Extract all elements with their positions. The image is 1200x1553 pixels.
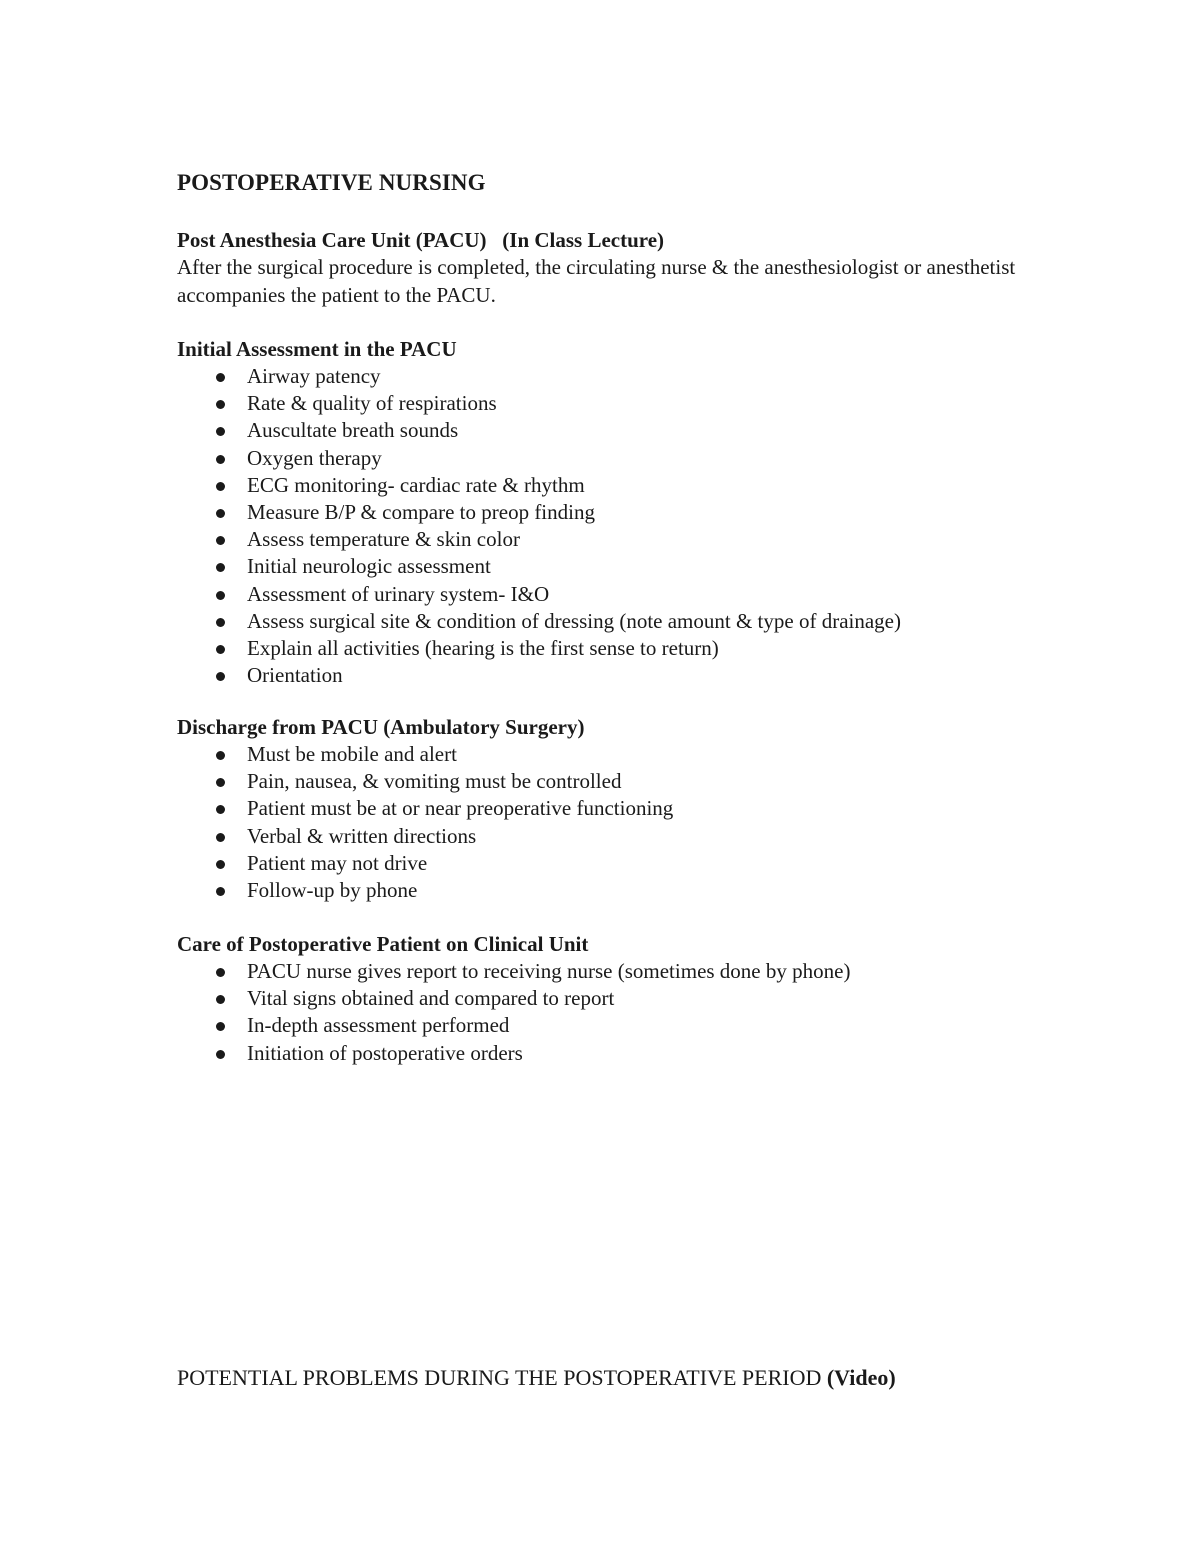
bullet-icon bbox=[216, 995, 225, 1004]
potential-problems-heading-main: POTENTIAL PROBLEMS DURING THE POSTOPERATIVE PERIOD bbox=[177, 1365, 822, 1390]
bullet-icon bbox=[216, 887, 225, 896]
list-item bbox=[177, 363, 1077, 390]
list-item-text: In-depth assessment performed bbox=[247, 1013, 510, 1038]
bullet-icon bbox=[216, 778, 225, 787]
list-item bbox=[177, 877, 1077, 904]
potential-problems-heading-suffix: (Video) bbox=[826, 1365, 896, 1390]
list-item bbox=[177, 823, 1077, 850]
bullet-icon bbox=[216, 455, 225, 464]
list-item-text: Airway patency bbox=[247, 364, 381, 388]
bullet-icon bbox=[216, 563, 225, 572]
bullet-icon bbox=[216, 618, 225, 627]
list-item-text: Rate & quality of respirations bbox=[247, 391, 497, 416]
bullet-icon bbox=[216, 536, 225, 545]
list-item-text: Initiation of postoperative orders bbox=[247, 1040, 523, 1065]
bullet-icon bbox=[216, 1050, 225, 1059]
list-item-text: Patient must be at or near preoperative functioning bbox=[247, 796, 674, 821]
bullet-icon bbox=[216, 805, 225, 814]
pacu-heading: Post Anesthesia Care Unit (PACU) (In Class Lecture) bbox=[177, 228, 665, 252]
list-item bbox=[177, 635, 1077, 662]
list-item-text: Measure B/P & compare to preop finding bbox=[247, 499, 595, 524]
list-item bbox=[177, 445, 1077, 472]
bullet-icon bbox=[216, 968, 225, 977]
bullet-icon bbox=[216, 833, 225, 842]
list-item bbox=[177, 1012, 1077, 1039]
list-item-text: Orientation bbox=[247, 663, 343, 688]
list-item-text: Patient may not drive bbox=[247, 850, 428, 875]
clinical-unit-section bbox=[177, 931, 1077, 1067]
list-item bbox=[177, 553, 1077, 580]
bullet-icon bbox=[216, 751, 225, 760]
list-item bbox=[177, 499, 1077, 526]
list-item-text: Assess surgical site & condition of dressing (note amount & type of drainage) bbox=[247, 608, 901, 633]
list-item-text: Assessment of urinary system- I&O bbox=[247, 581, 550, 606]
list-item bbox=[177, 662, 1077, 689]
initial-assessment-heading: Initial Assessment in the PACU bbox=[177, 337, 457, 361]
list-item bbox=[177, 1040, 1077, 1067]
initial-assessment-section bbox=[177, 336, 1077, 689]
list-item bbox=[177, 958, 1077, 985]
list-item-text: Oxygen therapy bbox=[247, 445, 382, 470]
initial-assessment-list bbox=[177, 363, 1077, 689]
bullet-icon bbox=[216, 427, 225, 436]
list-item bbox=[177, 581, 1077, 608]
list-item-text: Initial neurologic assessment bbox=[247, 554, 491, 579]
list-item bbox=[177, 768, 1077, 795]
document-title: POSTOPERATIVE NURSING bbox=[177, 170, 486, 195]
list-item-text: Assess temperature & skin color bbox=[247, 527, 520, 552]
list-item-text: Must be mobile and alert bbox=[247, 742, 457, 766]
list-item-text: Follow-up by phone bbox=[247, 877, 418, 902]
bullet-icon bbox=[216, 672, 225, 681]
list-item-text: Verbal & written directions bbox=[247, 823, 477, 848]
list-item bbox=[177, 795, 1077, 822]
pacu-paragraph: After the surgical procedure is completed, the circulating nurse & the anesthesiologist or anesthetist accompanies the patient to the PACU. bbox=[177, 255, 1016, 307]
bullet-icon bbox=[216, 400, 225, 409]
discharge-section bbox=[177, 714, 1077, 904]
bullet-icon bbox=[216, 1022, 225, 1031]
list-item bbox=[177, 417, 1077, 444]
list-item bbox=[177, 472, 1077, 499]
bullet-icon bbox=[216, 860, 225, 869]
clinical-unit-list bbox=[177, 958, 1077, 1067]
list-item-text: ECG monitoring- cardiac rate & rhythm bbox=[247, 472, 585, 497]
list-item-text: Pain, nausea, & vomiting must be controlled bbox=[247, 769, 622, 794]
list-item bbox=[177, 608, 1077, 635]
list-item-text: PACU nurse gives report to receiving nurse (sometimes done by phone) bbox=[247, 959, 851, 983]
potential-problems-heading bbox=[177, 1364, 896, 1392]
list-item bbox=[177, 390, 1077, 417]
list-item-text: Vital signs obtained and compared to report bbox=[247, 986, 615, 1011]
list-item bbox=[177, 526, 1077, 553]
bullet-icon bbox=[216, 645, 225, 654]
bullet-icon bbox=[216, 591, 225, 600]
list-item-text: Auscultate breath sounds bbox=[247, 418, 459, 443]
clinical-unit-heading: Care of Postoperative Patient on Clinical Unit bbox=[177, 932, 589, 956]
list-item-text: Explain all activities (hearing is the first sense to return) bbox=[247, 635, 719, 660]
list-item bbox=[177, 985, 1077, 1012]
bullet-icon bbox=[216, 509, 225, 518]
bullet-icon bbox=[216, 373, 225, 382]
pacu-section bbox=[177, 227, 1077, 309]
bullet-icon bbox=[216, 482, 225, 491]
discharge-heading: Discharge from PACU (Ambulatory Surgery) bbox=[177, 715, 585, 739]
discharge-list bbox=[177, 741, 1077, 904]
list-item bbox=[177, 741, 1077, 768]
list-item bbox=[177, 850, 1077, 877]
